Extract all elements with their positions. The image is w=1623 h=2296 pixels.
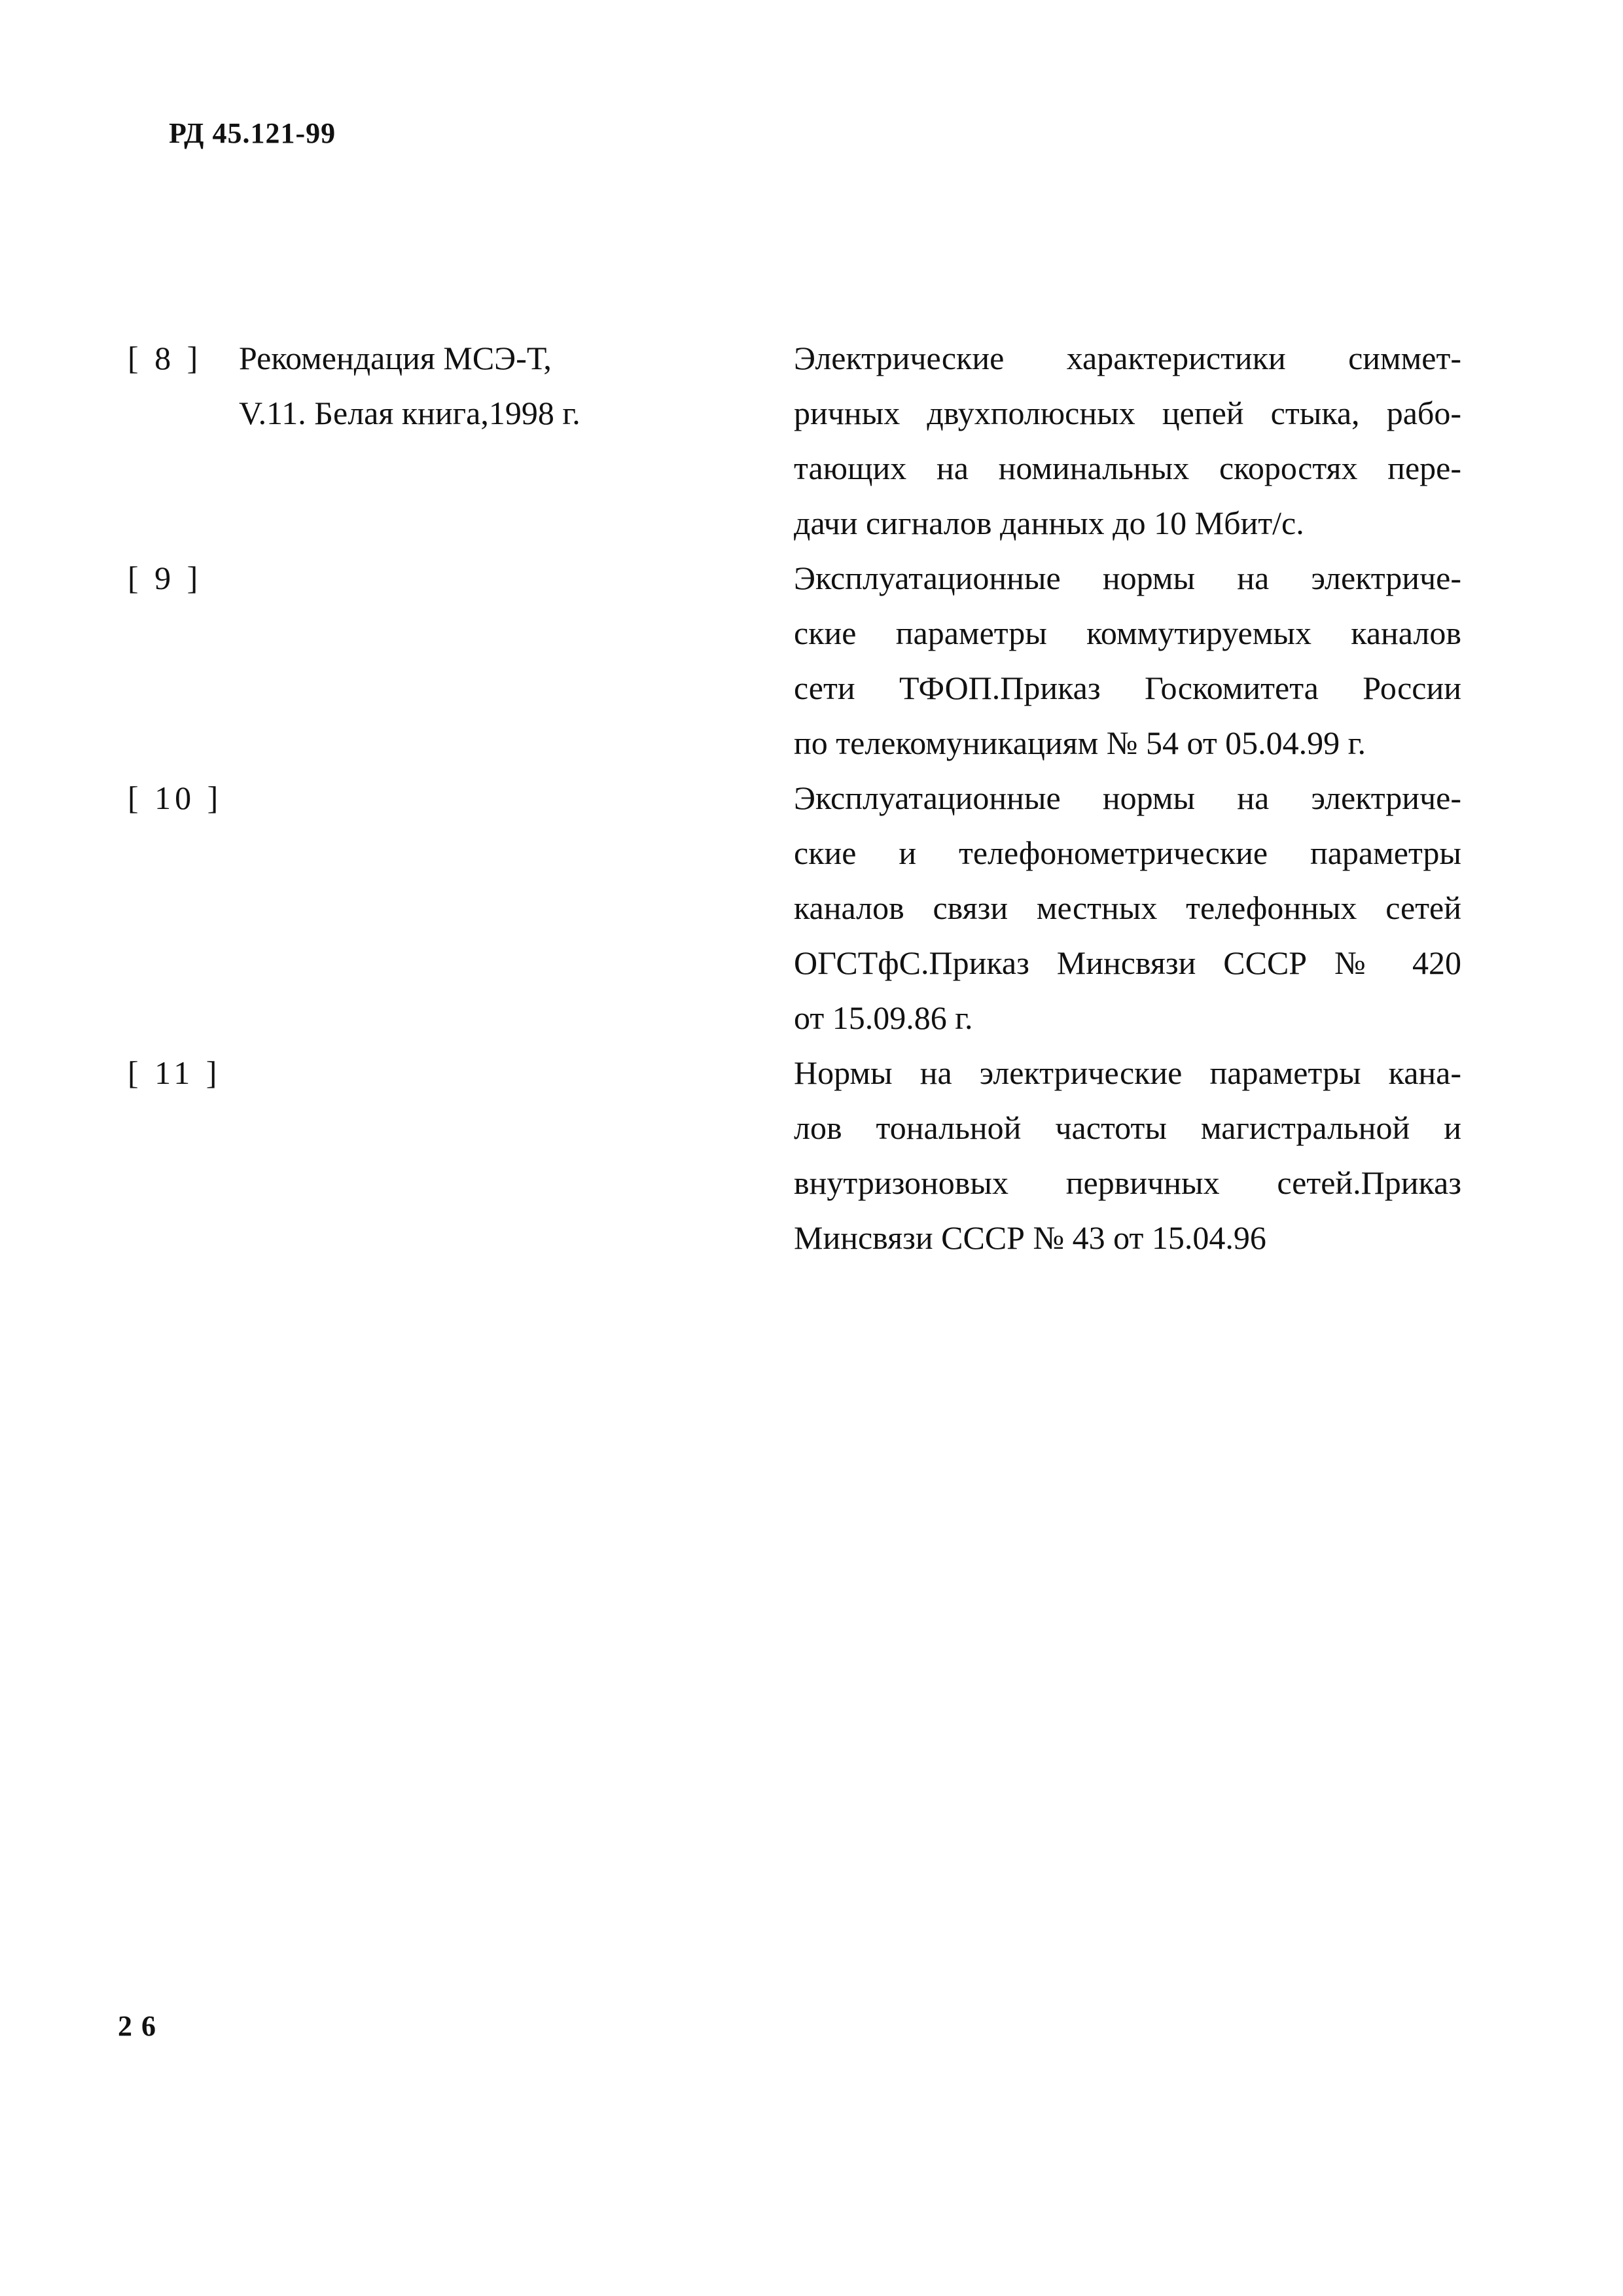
reference-description-line: Нормы на электрические параметры кана- xyxy=(794,1054,1461,1091)
reference-list xyxy=(128,331,1482,1265)
reference-description-line: лов тональной частоты магистральной и xyxy=(794,1109,1461,1146)
reference-item-9 xyxy=(128,550,1482,770)
reference-description xyxy=(794,770,1461,1045)
reference-source-line: Рекомендация МСЭ-Т, xyxy=(239,340,552,376)
reference-source-line: V.11. Белая книга,1998 г. xyxy=(239,395,580,431)
reference-description-line: Эксплуатационные нормы на электриче- xyxy=(794,780,1461,816)
reference-source xyxy=(239,331,802,440)
reference-description xyxy=(794,550,1461,770)
reference-description-line: каналов связи местных телефонных сетей xyxy=(794,889,1461,926)
reference-number: [ 10 ] xyxy=(128,780,223,816)
reference-description-line: внутризоновых первичных сетей.Приказ xyxy=(794,1164,1461,1201)
reference-description-line: ОГСТфС.Приказ Минсвязи СССР № 420 xyxy=(794,944,1461,981)
reference-description-line: дачи сигналов данных до 10 Мбит/с. xyxy=(794,505,1304,541)
reference-description-line: ричных двухполюсных цепей стыка, рабо- xyxy=(794,395,1461,431)
reference-description-line: Минсвязи СССР № 43 от 15.04.96 xyxy=(794,1219,1266,1256)
reference-item-8 xyxy=(128,331,1482,550)
reference-description-line: от 15.09.86 г. xyxy=(794,999,973,1036)
reference-description-line: Эксплуатационные нормы на электриче- xyxy=(794,560,1461,596)
reference-item-10 xyxy=(128,770,1482,1045)
reference-description-line: ские параметры коммутируемых каналов xyxy=(794,615,1461,651)
reference-description xyxy=(794,331,1461,550)
reference-number: [ 11 ] xyxy=(128,1054,221,1091)
reference-description xyxy=(794,1045,1461,1265)
reference-description-line: сети ТФОП.Приказ Госкомитета России xyxy=(794,670,1461,706)
reference-description-line: тающих на номинальных скоростях пере- xyxy=(794,450,1461,486)
reference-description-line: ские и телефонометрические параметры xyxy=(794,834,1461,871)
reference-description-line: по телекомуникациям № 54 от 05.04.99 г. xyxy=(794,725,1366,761)
reference-number: [ 9 ] xyxy=(128,560,202,596)
reference-description-line: Электрические характеристики симмет- xyxy=(794,340,1461,376)
reference-item-11 xyxy=(128,1045,1482,1265)
document-code: РД 45.121-99 xyxy=(169,117,336,149)
reference-number: [ 8 ] xyxy=(128,340,202,376)
page-number: 26 xyxy=(118,2010,165,2042)
